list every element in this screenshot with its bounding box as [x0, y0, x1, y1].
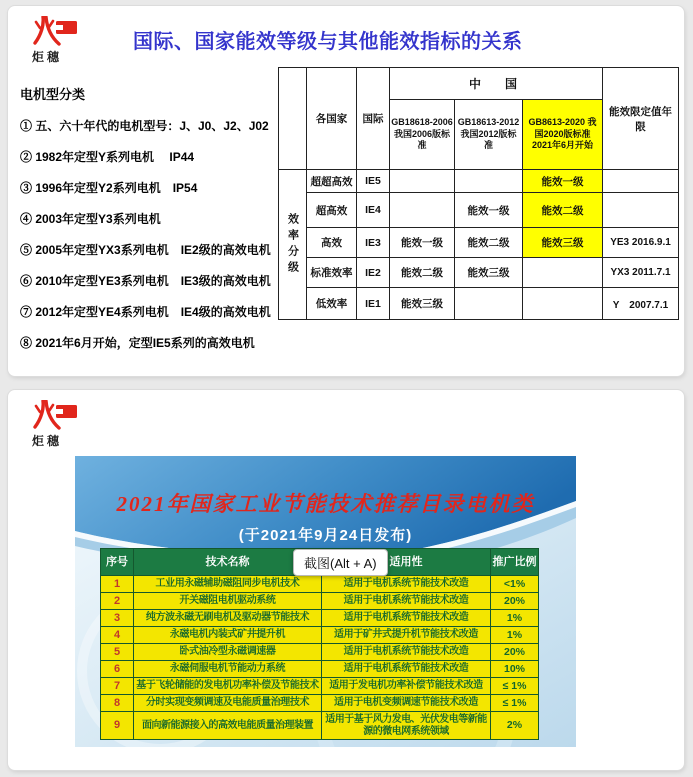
- ratio-cell: ≤ 1%: [491, 678, 539, 695]
- efficiency-grade-table: [278, 67, 679, 320]
- tech-name-cell: 卧式油冷型永磁调速器: [134, 644, 322, 661]
- col-header-tech-name: 技术名称: [134, 549, 322, 576]
- banner-title: 2021年国家工业节能技术推荐目录电机类: [116, 492, 535, 516]
- slide-2: [8, 390, 684, 770]
- ie-cell: IE1: [357, 288, 390, 320]
- col-header-year-limit: 能效限定值年限: [603, 68, 679, 170]
- screenshot-shortcut-tooltip[interactable]: 截图(Alt + A): [293, 549, 388, 576]
- list-item: ③ 1996年定型Y2系列电机 IP54: [20, 181, 198, 195]
- ratio-cell: <1%: [491, 576, 539, 593]
- index-cell: 2: [101, 593, 134, 610]
- list-item: ① 五、六十年代的电机型号：J、J0、J2、J02: [20, 119, 269, 133]
- index-cell: 8: [101, 695, 134, 712]
- list-item: ⑤ 2005年定型YX3系列电机 IE2级的高效电机: [20, 243, 271, 257]
- tech-name-cell: 纯方波永磁无刷电机及驱动器节能技术: [134, 610, 322, 627]
- year-cell: [603, 193, 679, 228]
- year-cell: YE3 2016.9.1: [603, 228, 679, 258]
- gb2006-cell: [390, 170, 455, 193]
- corner-cell: [279, 68, 307, 170]
- company-logo: [32, 16, 102, 65]
- slide1-title: 国际、国家能效等级与其他能效指标的关系: [133, 31, 523, 53]
- col-header-china: 中 国: [390, 68, 603, 100]
- ratio-cell: 20%: [491, 644, 539, 661]
- table-row: [101, 695, 539, 712]
- table-row: [101, 576, 539, 593]
- tech-name-cell: 面向新能源接入的高效电能质量治理装置: [134, 712, 322, 740]
- slide-1: [8, 6, 684, 376]
- applicability-cell: 适用于基于风力发电、光伏发电等新能源的微电网系统领域: [322, 712, 491, 740]
- grade-cell: 超高效: [307, 193, 357, 228]
- applicability-cell: 适用于矿井式提升机节能技术改造: [322, 627, 491, 644]
- index-cell: 3: [101, 610, 134, 627]
- gb2020-cell: [523, 288, 603, 320]
- list-item: ⑦ 2012年定型YE4系列电机 IE4级的高效电机: [20, 305, 271, 319]
- table-row: [101, 712, 539, 740]
- gb2006-cell: 能效一级: [390, 228, 455, 258]
- applicability-cell: 适用于电机变频调速节能技术改造: [322, 695, 491, 712]
- grade-cell: 标准效率: [307, 258, 357, 288]
- grade-cell: 高效: [307, 228, 357, 258]
- applicability-cell: 适用于电机系统节能技术改造: [322, 610, 491, 627]
- applicability-cell: 适用于电机系统节能技术改造: [322, 644, 491, 661]
- index-cell: 6: [101, 661, 134, 678]
- list-item: ② 1982年定型Y系列电机 IP44: [20, 150, 195, 164]
- table-row: [101, 610, 539, 627]
- index-cell: 5: [101, 644, 134, 661]
- tech-name-cell: 工业用永磁辅助磁阻同步电机技术: [134, 576, 322, 593]
- motor-type-list: [20, 84, 288, 367]
- grade-cell: 低效率: [307, 288, 357, 320]
- gb2012-cell: [455, 170, 523, 193]
- col-header-country: 各国家: [307, 68, 357, 170]
- banner-subtitle: (于2021年9月24日发布): [238, 527, 413, 544]
- index-cell: 9: [101, 712, 134, 740]
- company-logo-text: 炬穗: [32, 434, 63, 448]
- col-header-gb2006: GB18618-2006 我国2006版标准: [390, 100, 455, 170]
- tech-name-cell: 开关磁阻电机驱动系统: [134, 593, 322, 610]
- ratio-cell: 2%: [491, 712, 539, 740]
- col-header-promotion-ratio: 推广比例: [491, 549, 539, 576]
- gb2020-cell: 能效二级: [523, 193, 603, 228]
- list-item: ④ 2003年定型Y3系列电机: [20, 212, 161, 226]
- ie-cell: IE4: [357, 193, 390, 228]
- year-cell: YX3 2011.7.1: [603, 258, 679, 288]
- year-cell: Y 2007.7.1: [603, 288, 679, 320]
- company-logo-text: 炬穗: [32, 50, 63, 64]
- gb2012-cell: 能效三级: [455, 258, 523, 288]
- ratio-cell: 1%: [491, 610, 539, 627]
- applicability-cell: 适用于发电机功率补偿节能技术改造: [322, 678, 491, 695]
- year-cell: [603, 170, 679, 193]
- table-row: [101, 678, 539, 695]
- list-item: ⑥ 2010年定型YE3系列电机 IE3级的高效电机: [20, 274, 271, 288]
- gb2020-cell: 能效一级: [523, 170, 603, 193]
- tech-name-cell: 分时实现变频调速及电能质量治理技术: [134, 695, 322, 712]
- index-cell: 4: [101, 627, 134, 644]
- col-header-index: 序号: [101, 549, 134, 576]
- index-cell: 7: [101, 678, 134, 695]
- grade-cell: 超超高效: [307, 170, 357, 193]
- index-cell: 1: [101, 576, 134, 593]
- table-row: [101, 644, 539, 661]
- catalog-banner: [75, 456, 576, 747]
- gb2020-cell: [523, 258, 603, 288]
- table-row: [101, 593, 539, 610]
- col-header-applicability: 适用性: [322, 549, 491, 576]
- motor-list-heading: 电机型分类: [20, 87, 86, 102]
- gb2012-cell: [455, 288, 523, 320]
- table-row: [101, 661, 539, 678]
- gb2006-cell: 能效二级: [390, 258, 455, 288]
- ratio-cell: 20%: [491, 593, 539, 610]
- col-header-intl: 国际: [357, 68, 390, 170]
- gb2012-cell: 能效二级: [455, 228, 523, 258]
- flame-logo-icon: [32, 400, 102, 430]
- row-group-label: 效率分级: [279, 170, 307, 320]
- list-item: ⑧ 2021年6月开始，定型IE5系列的高效电机: [20, 336, 255, 350]
- applicability-cell: 适用于电机系统节能技术改造: [322, 661, 491, 678]
- ratio-cell: ≤ 1%: [491, 695, 539, 712]
- tech-name-cell: 永磁电机内装式矿井提升机: [134, 627, 322, 644]
- applicability-cell: 适用于电机系统节能技术改造: [322, 593, 491, 610]
- col-header-gb2020: GB8613-2020 我国2020版标准 2021年6月开始: [523, 100, 603, 170]
- ie-cell: IE3: [357, 228, 390, 258]
- col-header-gb2012: GB18613-2012 我国2012版标准: [455, 100, 523, 170]
- applicability-cell: 适用于电机系统节能技术改造: [322, 576, 491, 593]
- gb2020-cell: 能效三级: [523, 228, 603, 258]
- flame-logo-icon: [32, 16, 102, 46]
- ratio-cell: 1%: [491, 627, 539, 644]
- tech-name-cell: 基于飞轮储能的发电机功率补偿及节能技术: [134, 678, 322, 695]
- gb2006-cell: 能效三级: [390, 288, 455, 320]
- gb2006-cell: [390, 193, 455, 228]
- company-logo: [32, 400, 102, 449]
- table-row: [101, 627, 539, 644]
- ratio-cell: 10%: [491, 661, 539, 678]
- tech-name-cell: 永磁伺服电机节能动力系统: [134, 661, 322, 678]
- ie-cell: IE2: [357, 258, 390, 288]
- recommended-technology-table: [100, 548, 539, 740]
- gb2012-cell: 能效一级: [455, 193, 523, 228]
- ie-cell: IE5: [357, 170, 390, 193]
